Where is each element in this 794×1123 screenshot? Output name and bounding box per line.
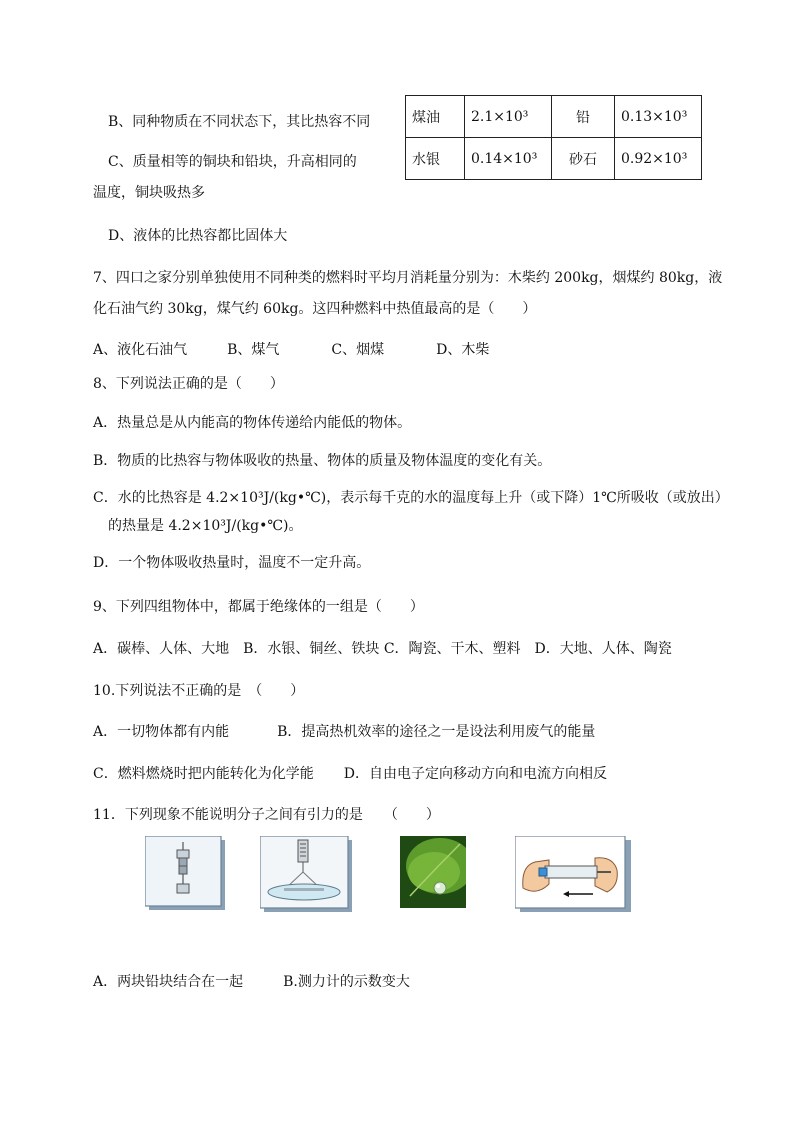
q7-options: [93, 340, 489, 360]
table-cell: 2.1×10³: [465, 96, 552, 138]
table-row: [406, 96, 702, 138]
table-cell: 煤油: [406, 96, 465, 138]
q8-option-c-line2: 的热量是 4.2×10³J/(kg•℃)。: [108, 518, 303, 534]
q9-stem: 9、下列四组物体中，都属于绝缘体的一组是（ ）: [93, 599, 424, 615]
table-cell: 砂石: [552, 138, 615, 180]
q10-option-b: B．提高热机效率的途径之一是设法利用废气的能量: [277, 724, 596, 740]
q10-option-c: C．燃料燃烧时把内能转化为化学能: [93, 766, 314, 782]
q7-option-d: D、木柴: [436, 342, 490, 358]
table-cell: 0.13×10³: [615, 96, 702, 138]
q7-option-a: A、液化石油气: [93, 342, 188, 358]
q8-option-d: D．一个物体吸收热量时，温度不一定升高。: [93, 555, 371, 571]
q8-option-a: A．热量总是从内能高的物体传递给内能低的物体。: [93, 415, 412, 431]
lead-blocks-figure: [145, 836, 227, 912]
q11-option-b: B.测力计的示数变大: [283, 974, 410, 990]
q6-option-c-line2: 温度，铜块吸热多: [93, 185, 205, 201]
table-cell: 铅: [552, 96, 615, 138]
q8-option-c-line1: C．水的比热容是 4.2×10³J/(kg•℃)，表示每千克的水的温度每上升（或下降）1℃所吸收（或放出）: [93, 490, 729, 506]
q7-stem-line1: 7、四口之家分别单独使用不同种类的燃料时平均月消耗量分别为：木柴约 200kg，烟煤约 80kg，液: [93, 270, 723, 286]
water-drop-leaf-figure: [400, 836, 466, 908]
table-row: [406, 138, 702, 180]
q10-options-ab: [93, 722, 595, 742]
q6-option-c-line1: C、质量相等的铜块和铅块，升高相同的: [108, 154, 357, 170]
q6-option-d: D、液体的比热容都比固体大: [108, 228, 288, 244]
q7-stem-line2: 化石油气约 30kg，煤气约 60kg。这四种燃料中热值最高的是（ ）: [93, 301, 537, 317]
q10-option-d: D．自由电子定向移动方向和电流方向相反: [343, 766, 607, 782]
syringe-hands-figure: [515, 836, 631, 912]
q7-option-c: C、烟煤: [331, 342, 385, 358]
table-cell: 0.92×10³: [615, 138, 702, 180]
q7-option-b: B、煤气: [227, 342, 280, 358]
q11-stem: 11．下列现象不能说明分子之间有引力的是 （ ）: [93, 807, 440, 823]
q11-option-a: A．两块铅块结合在一起: [93, 974, 244, 990]
q8-stem: 8、下列说法正确的是（ ）: [93, 376, 284, 392]
q10-options-cd: [93, 764, 607, 784]
q10-option-a: A．一切物体都有内能: [93, 724, 230, 740]
spring-scale-water-figure: [260, 836, 352, 912]
q10-stem: 10.下列说法不正确的是 （ ）: [93, 683, 305, 699]
q9-options: A．碳棒、人体、大地 B．水银、铜丝、铁块 C．陶瓷、干木、塑料 D．大地、人体、陶瓷: [93, 641, 672, 657]
table-cell: 水银: [406, 138, 465, 180]
specific-heat-table: [405, 95, 702, 180]
q6-option-b: B、同种物质在不同状态下，其比热容不同: [108, 114, 371, 130]
table-cell: 0.14×10³: [465, 138, 552, 180]
q8-option-b: B．物质的比热容与物体吸收的热量、物体的质量及物体温度的变化有关。: [93, 453, 552, 469]
q11-options: [93, 972, 410, 992]
